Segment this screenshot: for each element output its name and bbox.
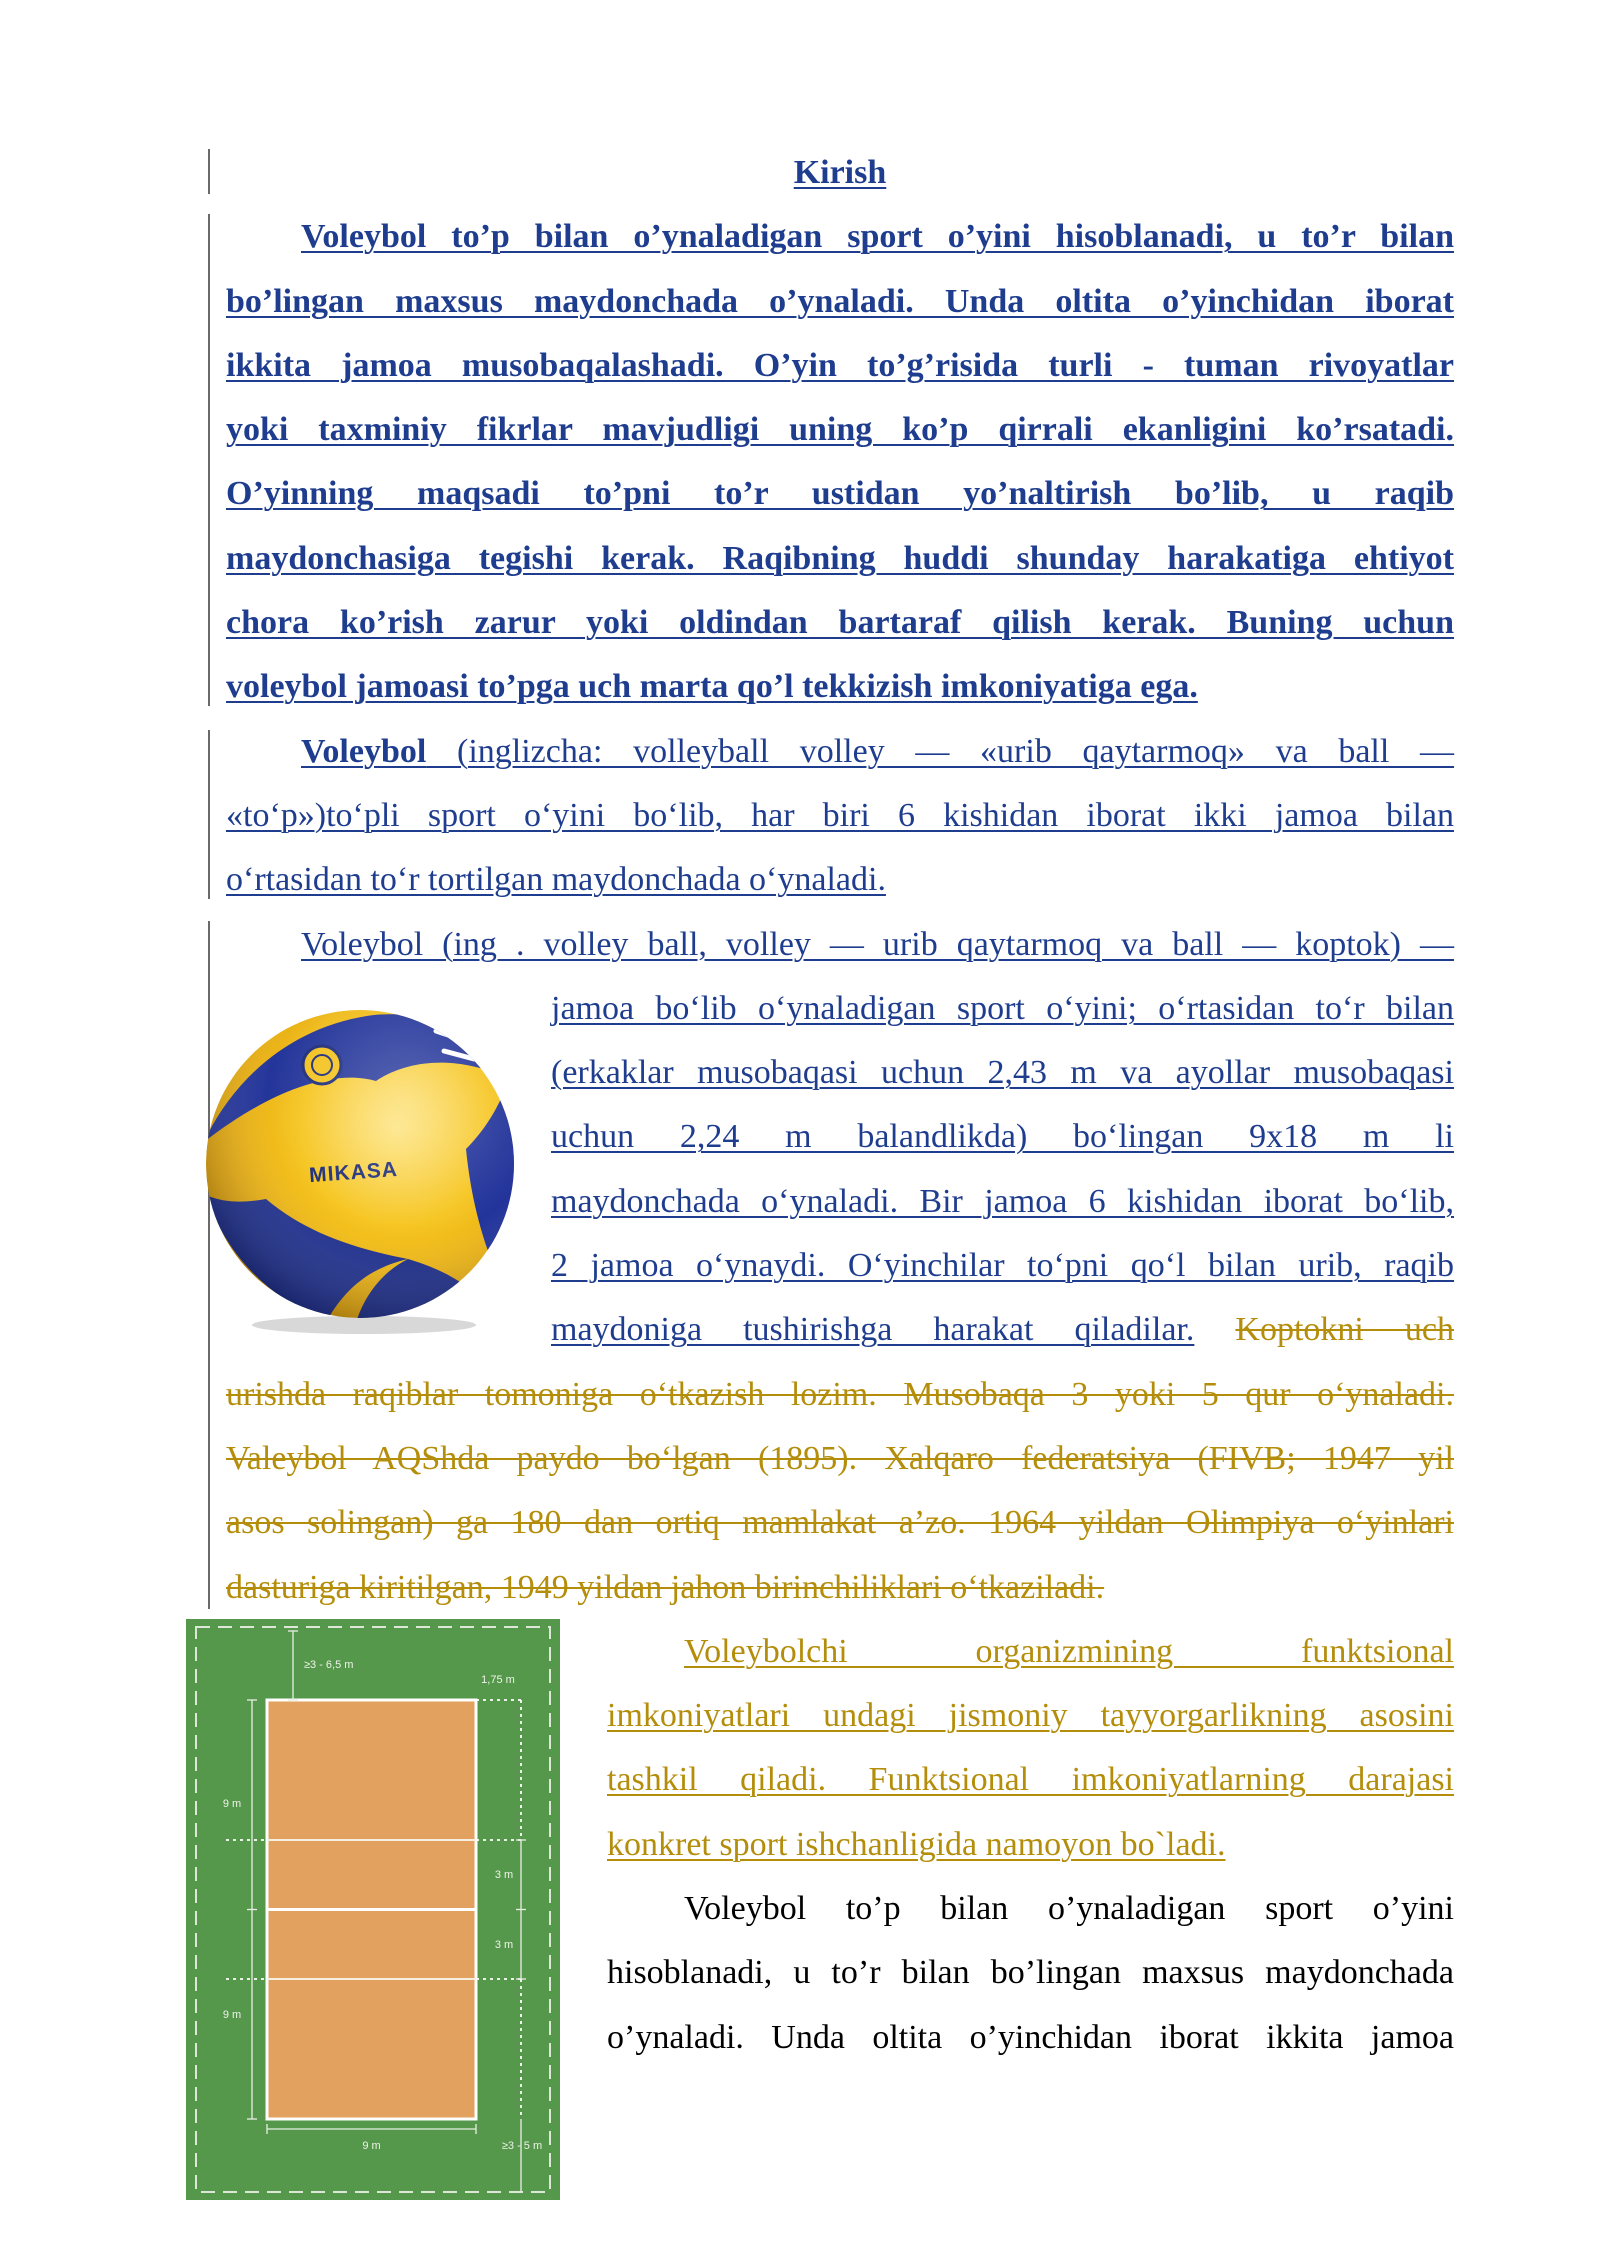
paragraph-4-line: konkret sport ishchanligida namoyon bo`ladi. <box>607 1825 1226 1863</box>
change-bar <box>208 214 210 706</box>
court-diagram <box>186 1619 560 2200</box>
paragraph-3-line: Voleybol (ing . volley ball, volley — urib qaytarmoq va ball — koptok) — <box>301 925 1454 963</box>
paragraph-3-line: jamoa bo‘lib o‘ynaladigan sport o‘yini; o‘rtasidan to‘r bilan <box>551 989 1454 1027</box>
paragraph-2-line: «to‘p»)to‘pli sport o‘yini bo‘lib, har biri 6 kishidan iborat ikki jamoa bilan <box>226 796 1454 834</box>
dimension-label: 9 m <box>362 2140 381 2152</box>
paragraph-3-line: maydonchada o‘ynaladi. Bir jamoa 6 kishidan iborat bo‘lib, <box>551 1182 1454 1220</box>
inserted-text: maydoniga tushirishga harakat qiladilar. <box>551 1311 1195 1349</box>
paragraph-5-line: o’ynaladi. Unda oltita o’yinchidan iborat ikkita jamoa <box>607 2018 1454 2056</box>
change-bar <box>208 730 210 899</box>
paragraph-5-line: hisoblanadi, u to’r bilan bo’lingan maxsus maydonchada <box>607 1954 1454 1992</box>
dimension-label: 9 m <box>222 2009 242 2021</box>
court-diagram-image <box>186 1619 560 2200</box>
paragraph-1-line: voleybol jamoasi to’pga uch marta qo’l tekkizish imkoniyatiga ega. <box>226 668 1198 706</box>
paragraph-4-line: Voleybolchi organizmining funktsional <box>684 1632 1454 1670</box>
paragraph-1-line: ikkita jamoa musobaqalashadi. O’yin to’g’risida turli - tuman rivoyatlar <box>226 346 1454 384</box>
dimension-label: 9 m <box>222 1798 242 1810</box>
term-bold: Voleybol <box>301 732 427 770</box>
deleted-line: asos solingan) ga 180 dan ortiq mamlakat a’zo. 1964 yildan Olimpiya o‘yinlari <box>226 1504 1454 1542</box>
paragraph-3-line: (erkaklar musobaqasi uchun 2,43 m va ayollar musobaqasi <box>551 1054 1454 1092</box>
dimension-label: ≥3 - 6,5 m <box>304 1659 354 1671</box>
paragraph-3-line: 2 jamoa o‘ynaydi. O‘yinchilar to‘pni qo‘l bilan urib, raqib <box>551 1247 1454 1285</box>
paragraph-4-line: imkoniyatlari undagi jismoniy tayyorgarlikning asosini <box>607 1697 1454 1735</box>
ball-shadow <box>252 1316 476 1334</box>
change-bar <box>208 149 210 194</box>
paragraph-4-line: tashkil qiladi. Funktsional imkoniyatlarning darajasi <box>607 1761 1454 1799</box>
paragraph-2-text: (inglizcha: volleyball volley — «urib qaytarmoq» va ball — <box>457 732 1455 770</box>
paragraph-1-line: maydonchasiga tegishi kerak. Raqibning huddi shunday harakatiga ehtiyot <box>226 539 1454 577</box>
deleted-text: Koptokni uch <box>1235 1311 1454 1349</box>
paragraph-5-line: Voleybol to’p bilan o’ynaladigan sport o’yini <box>684 1890 1454 1928</box>
deleted-line: Valeybol AQShda paydo bo‘lgan (1895). Xalqaro federatsiya (FIVB; 1947 yil <box>226 1439 1454 1477</box>
paragraph-1-line: Voleybol to’p bilan o’ynaladigan sport o’yini hisoblanadi, u to’r bilan <box>301 218 1454 256</box>
volleyball-image <box>204 1007 517 1336</box>
section-heading: Kirish <box>793 154 887 191</box>
paragraph-2-line: o‘rtasidan to‘r tortilgan maydonchada o‘ynaladi. <box>226 861 886 899</box>
deleted-line: urishda raqiblar tomoniga o‘tkazish lozim. Musobaqa 3 yoki 5 qur o‘ynaladi. <box>226 1375 1454 1413</box>
dimension-label: ≥3 - 5 m <box>501 2140 543 2152</box>
dimension-label: 1,75 m <box>481 1674 515 1686</box>
paragraph-1-line: chora ko’rish zarur yoki oldindan bartaraf qilish kerak. Buning uchun <box>226 604 1454 642</box>
paragraph-1-line: yoki taxminiy fikrlar mavjudligi uning ko’p qirrali ekanligini ko’rsatadi. <box>226 411 1454 449</box>
heading-line <box>226 141 1454 205</box>
volleyball-drawing <box>204 1007 517 1336</box>
dimension-label: 3 m <box>494 1869 514 1881</box>
paragraph-1-line: O’yinning maqsadi to’pni to’r ustidan yo’naltirish bo’lib, u raqib <box>226 475 1454 513</box>
ball-body <box>204 1010 517 1331</box>
paragraph-3-line <box>551 1298 1454 1362</box>
paragraph-1-line: bo’lingan maxsus maydonchada o’ynaladi. Unda oltita o’yinchidan iborat <box>226 282 1454 320</box>
dimension-label: 3 m <box>494 1939 514 1951</box>
paragraph-2-line <box>301 720 1454 784</box>
deleted-line: dasturiga kiritilgan, 1949 yildan jahon birinchiliklari o‘tkaziladi. <box>226 1568 1105 1606</box>
paragraph-3-line: uchun 2,24 m balandlikda) bo‘lingan 9x18 m li <box>551 1118 1454 1156</box>
